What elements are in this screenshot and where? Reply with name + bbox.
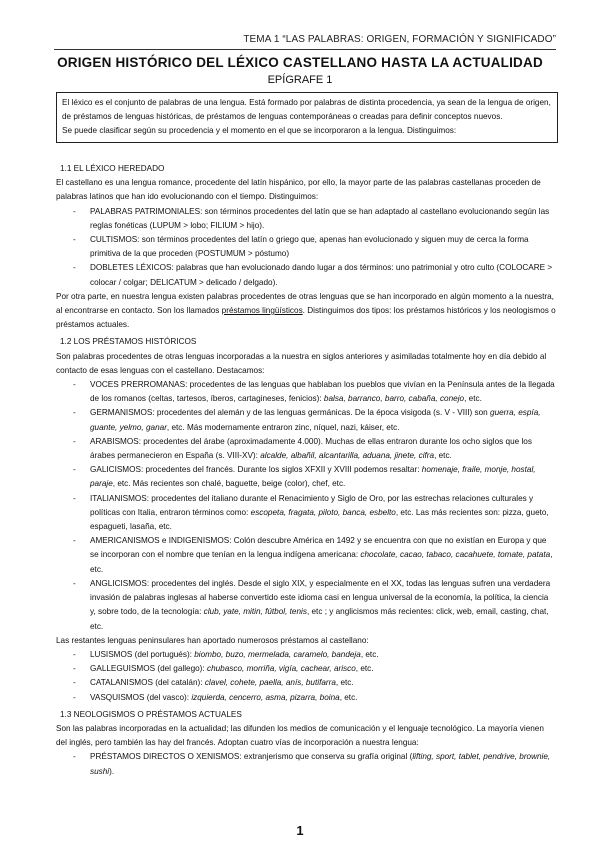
term-text: : procedentes de las lenguas que hablaban los pueblos que vivían en la Península antes de la llegada de los romanos (celtas, tartesos, íberos, cartagineses, fenicios): <box>90 380 555 404</box>
section-paragraph: Las restantes lenguas peninsulares han aportado numerosos préstamos al castellano: <box>56 635 369 645</box>
bullet-dash: - <box>73 206 76 216</box>
term-tail: , etc. <box>355 664 374 674</box>
term-text: (del catalán): <box>152 678 205 688</box>
list-item <box>56 406 556 434</box>
list-item <box>56 691 556 705</box>
term-tail: , etc. <box>434 451 452 461</box>
term-tail: , etc. Más recientes son chalé, baguette, beige (color), chef, etc. <box>112 479 346 489</box>
term-tail: , etc. Más modernamente entraron zinc, níquel, nazi, káiser, etc. <box>166 422 400 432</box>
section-paragraph: El castellano es una lengua romance, procedente del latín hispánico, por ello, la mayor parte de las palabras castellanas proceden de palabras latinos que han ido evolucionando con el tiempo. Distinguimos: <box>56 178 541 202</box>
list-item <box>56 662 556 676</box>
bullet-dash: - <box>73 408 76 418</box>
term-text: : son términos procedentes del latín o griego que, apenas han evolucionado y siguen muy de cerca la forma primitiva de la que proceden (POSTUMUM > póstumo) <box>90 235 529 259</box>
bullet-dash: - <box>73 436 76 446</box>
term-name: LUSISMOS <box>90 649 133 659</box>
term-name: VASQUISMOS <box>90 692 145 702</box>
list-item <box>56 534 556 577</box>
term-tail: , etc. Las más recientes son: pizza, gueto, espagueti, lasaña, etc. <box>90 507 549 532</box>
loans-link[interactable]: préstamos lingüísticos <box>221 306 303 316</box>
term-examples: guerra, espía, guante, yelmo, ganar <box>90 408 541 432</box>
bullet-dash: - <box>73 465 76 475</box>
term-tail: , etc. <box>360 649 379 659</box>
term-name: DOBLETES LÉXICOS <box>90 263 172 273</box>
bullet-dash: - <box>73 536 76 546</box>
term-examples: chocolate, cacao, tabaco, cacahuete, tomate, patata <box>360 550 551 560</box>
term-name: ITALIANISMOS <box>90 493 147 503</box>
header-rule <box>54 49 556 50</box>
intro-box <box>56 92 558 143</box>
term-text: : son términos procedentes del latín que se han adaptado al castellano evolucionando según las reglas fonéticas (LUPUM > lobo; FILIUM > hijo). <box>90 206 550 230</box>
term-name: PRÉSTAMOS DIRECTOS O XENISMOS <box>90 752 240 762</box>
term-examples: biombo, buzo, mermelada, caramelo, bandeja <box>194 649 361 659</box>
term-text: (del portugués): <box>132 649 195 659</box>
term-text: : Colón descubre América en 1492 y se encuentra con que no existían en Europa y que se incorporan con el nombre que tenían en la lengua indígena americana: <box>90 536 547 560</box>
term-examples: alcalde, albañil, alcantarilla, aduana, jinete, cifra <box>260 451 435 461</box>
list-item <box>56 577 556 634</box>
section-paragraph <box>56 290 556 333</box>
section-paragraph: Son las palabras incorporadas en la actualidad; las difunden los medios de comunicación y el lenguaje tecnológico. La mayoría vienen del inglés, pero también las hay del francés. Adoptan cuatro vías de incorporación a nuestra lengua: <box>56 723 544 748</box>
page-number: 1 <box>296 823 304 838</box>
term-examples: club, yate, mitin, fútbol, tenis <box>203 607 307 617</box>
list-item <box>56 492 556 535</box>
term-examples: lifting, sport, tablet, pendrive, brownie, sushi <box>90 752 551 776</box>
term-examples: balsa, barranco, barro, cabaña, conejo <box>323 394 465 404</box>
closing-text: Por otra parte, en nuestra lengua existen palabras procedentes de otras lenguas que se han incorporado en algún momento a la nuestra, al encontrarse en contacto. Son los llamados <box>56 291 554 316</box>
term-tail: , etc. <box>90 550 553 574</box>
document-body <box>56 160 556 779</box>
peninsular-loans-list <box>56 648 556 705</box>
term-examples: homenaje, fraile, monje, hostal, paraje <box>90 465 536 489</box>
term-tail: , etc. <box>339 692 358 702</box>
running-head: TEMA 1 “LAS PALABRAS: ORIGEN, FORMACIÓN Y SIGNIFICADO” <box>243 34 556 45</box>
list-item <box>56 676 556 690</box>
list-item <box>56 750 556 778</box>
term-text: : procedentes del francés. Durante los siglos XFXII y XVIII podemos resaltar: <box>140 465 422 475</box>
list-item <box>56 435 556 463</box>
bullet-dash: - <box>73 752 76 762</box>
term-name: CATALANISMOS <box>90 678 153 688</box>
section-heading: 1.2 LOS PRÉSTAMOS HISTÓRICOS <box>60 337 197 347</box>
section-heading: 1.3 NEOLOGISMOS O PRÉSTAMOS ACTUALES <box>60 709 242 719</box>
section-paragraph: Son palabras procedentes de otras lenguas incorporadas a la nuestra en siglos anteriores y asimiladas totalmente hoy en día debido al contacto de esas lenguas con el castellano. Destacamos: <box>56 351 547 375</box>
term-tail: , etc. <box>464 394 482 404</box>
list-item <box>56 205 556 233</box>
term-name: CULTISMOS <box>90 235 138 245</box>
neologism-list <box>56 750 556 778</box>
list-item <box>56 378 556 406</box>
list-item <box>56 233 556 261</box>
list-item <box>56 648 556 662</box>
term-name: AMERICANISMOS e INDIGENISMOS <box>90 536 230 546</box>
term-text: : procedentes del inglés. Desde el siglo XIX, y especialmente en el XX, todas las lenguas sufren una verdadera invasión de palabras inglesas al haberse convertido este idioma casi en lengua universal de la economía, la política, la ciencia y, sobre todo, de la tecnología: <box>90 578 551 617</box>
term-name: ARABISMOS <box>90 436 139 446</box>
term-text: : palabras que han evolucionado dando lugar a dos términos: uno patrimonial y otro culto (COLOCARE > colocar / colgar; DELICATUM > delicado / delgado). <box>90 263 553 287</box>
bullet-dash: - <box>73 235 76 245</box>
intro-paragraph: Se puede clasificar según su procedencia y el momento en el que se incorporaron a la lengua. Distinguimos: <box>62 126 457 135</box>
bullet-dash: - <box>73 380 76 390</box>
term-tail: , etc. <box>335 678 354 688</box>
closing-text: . Distinguimos dos tipos: los préstamos históricos y los neologismos o préstamos actuales. <box>56 306 556 330</box>
term-tail: ). <box>109 766 115 776</box>
section-heading: 1.1 EL LÉXICO HEREDADO <box>60 164 165 173</box>
term-examples: escopeta, fragata, piloto, banca, esbelto <box>250 507 396 517</box>
term-text: : procedentes del italiano durante el Renacimiento y Siglo de Oro, por las estrechas relaciones culturales y políticas con Italia, entraron términos como: <box>90 493 534 517</box>
term-name: GALICISMOS <box>90 465 141 475</box>
page-subtitle: EPÍGRAFE 1 <box>267 74 333 86</box>
term-name: ANGLICISMOS <box>90 578 147 588</box>
list-item <box>56 261 556 289</box>
bullet-dash: - <box>73 664 76 674</box>
bullet-dash: - <box>73 692 76 702</box>
term-text: (del vasco): <box>144 692 192 702</box>
page-title: ORIGEN HISTÓRICO DEL LÉXICO CASTELLANO HASTA LA ACTUALIDAD <box>57 55 543 70</box>
term-examples: clavel, cohete, paella, anís, butifarra <box>204 678 336 688</box>
term-name: PALABRAS PATRIMONIALES <box>90 206 201 216</box>
bullet-dash: - <box>73 263 76 273</box>
term-examples: chubasco, morriña, vigía, cachear, arisco <box>206 664 356 674</box>
term-name: GERMANISMOS <box>90 408 153 418</box>
term-text: : procedentes del árabe (aproximadamente 4.000). Muchas de ellas entraron durante los ocho siglos que los árabes permanecieron en España (s. VIII-XV): <box>90 436 532 461</box>
bullet-dash: - <box>73 649 76 659</box>
term-text: (del gallego): <box>155 664 207 674</box>
term-name: VOCES PRERROMANAS <box>90 380 186 390</box>
term-examples: izquierda, cencerro, asma, pizarra, boina <box>191 692 340 702</box>
term-name: GALLEGUISMOS <box>90 664 156 674</box>
historic-loans-list <box>56 378 556 634</box>
bullet-dash: - <box>73 678 76 688</box>
list-item <box>56 463 556 491</box>
inherited-list <box>56 205 556 290</box>
term-text: : extranjerismo que conserva su grafía original ( <box>239 752 413 762</box>
term-tail: , etc ; y anglicismos más recientes: click, web, email, casting, chat, etc. <box>90 607 549 631</box>
bullet-dash: - <box>73 578 76 588</box>
bullet-dash: - <box>73 493 76 503</box>
term-text: : procedentes del alemán y de las lenguas germánicas. De la época visigoda (s. V - VIII) son <box>152 408 491 418</box>
intro-paragraph: El léxico es el conjunto de palabras de una lengua. Está formado por palabras de distinta procedencia, ya sean de la lengua de origen, de préstamos de lenguas históricas, de préstamos de lenguas contemporáneas o creadas para definir conceptos nuevos. <box>62 98 551 121</box>
